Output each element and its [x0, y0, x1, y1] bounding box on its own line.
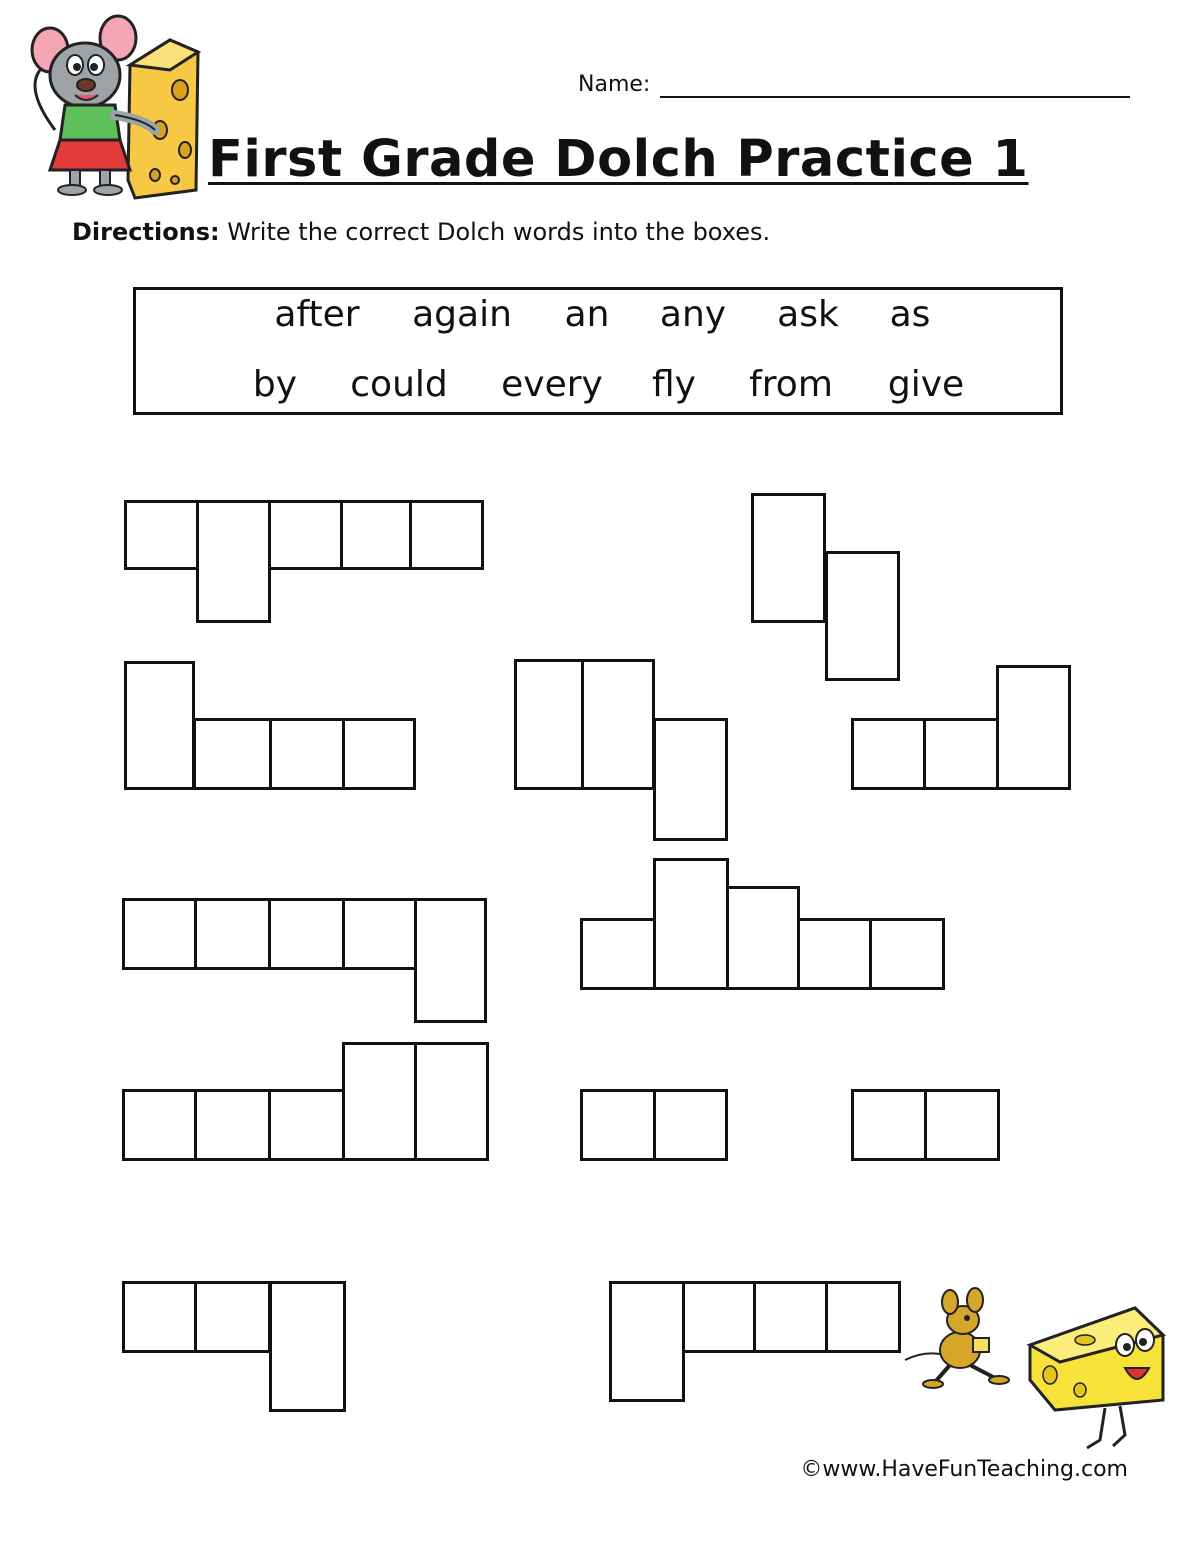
page-title: First Grade Dolch Practice 1 — [208, 130, 1029, 189]
directions — [72, 218, 770, 246]
letter-box[interactable] — [851, 718, 926, 790]
letter-box[interactable] — [825, 551, 900, 681]
running-mouse-icon — [905, 1290, 1015, 1390]
word-bank-word: fly — [652, 364, 696, 405]
letter-box[interactable] — [581, 659, 655, 790]
letter-box[interactable] — [269, 1281, 346, 1412]
letter-box[interactable] — [414, 898, 487, 1023]
letter-box[interactable] — [340, 500, 412, 570]
letter-box[interactable] — [923, 718, 1000, 790]
letter-box[interactable] — [124, 500, 199, 570]
word-bank-word: after — [274, 294, 360, 335]
mouse-hugging-cheese-icon — [20, 10, 210, 200]
letter-box[interactable] — [825, 1281, 901, 1353]
letter-box[interactable] — [653, 1089, 728, 1161]
letter-box[interactable] — [580, 1089, 656, 1161]
word-bank — [133, 287, 1063, 415]
letter-box[interactable] — [124, 661, 195, 790]
letter-box[interactable] — [682, 1281, 756, 1353]
letter-box[interactable] — [122, 1089, 197, 1161]
word-bank-word: from — [749, 364, 833, 405]
directions-label: Directions: — [72, 218, 220, 246]
word-bank-word: by — [252, 364, 298, 405]
letter-box[interactable] — [851, 1089, 927, 1161]
letter-box[interactable] — [653, 858, 729, 990]
directions-text: Write the correct Dolch words into the boxes. — [219, 218, 771, 246]
letter-box[interactable] — [924, 1089, 1000, 1161]
letter-box[interactable] — [194, 898, 271, 970]
letter-box[interactable] — [753, 1281, 828, 1353]
letter-box[interactable] — [342, 898, 417, 970]
word-bank-word: as — [889, 294, 931, 335]
letter-box[interactable] — [409, 500, 484, 570]
word-bank-word: again — [412, 294, 512, 335]
letter-box[interactable] — [269, 718, 345, 790]
letter-box[interactable] — [580, 918, 656, 990]
word-bank-word: give — [887, 364, 965, 405]
copyright-text: ©www.HaveFunTeaching.com — [800, 1457, 1128, 1482]
name-write-line[interactable] — [660, 96, 1130, 98]
letter-box[interactable] — [342, 718, 416, 790]
letter-box[interactable] — [268, 898, 345, 970]
word-bank-word: could — [350, 364, 448, 405]
letter-box[interactable] — [268, 500, 343, 570]
letter-box[interactable] — [196, 500, 271, 623]
letter-box[interactable] — [193, 718, 272, 790]
letter-box[interactable] — [342, 1042, 417, 1161]
word-bank-word: every — [501, 364, 603, 405]
letter-box[interactable] — [869, 918, 945, 990]
word-bank-word: ask — [777, 294, 839, 335]
letter-box[interactable] — [751, 493, 826, 623]
letter-box[interactable] — [996, 665, 1071, 790]
word-bank-word: an — [564, 294, 610, 335]
letter-box[interactable] — [653, 718, 728, 841]
letter-box[interactable] — [414, 1042, 489, 1161]
letter-box[interactable] — [268, 1089, 345, 1161]
letter-box[interactable] — [726, 886, 800, 990]
letter-box[interactable] — [194, 1089, 271, 1161]
letter-box[interactable] — [797, 918, 872, 990]
letter-box[interactable] — [122, 898, 197, 970]
name-label: Name: — [578, 72, 651, 97]
letter-box[interactable] — [122, 1281, 197, 1353]
letter-box[interactable] — [194, 1281, 271, 1353]
cheese-character-icon — [1025, 1300, 1165, 1450]
letter-box[interactable] — [609, 1281, 685, 1402]
letter-box[interactable] — [514, 659, 584, 790]
word-bank-word: any — [659, 294, 727, 335]
